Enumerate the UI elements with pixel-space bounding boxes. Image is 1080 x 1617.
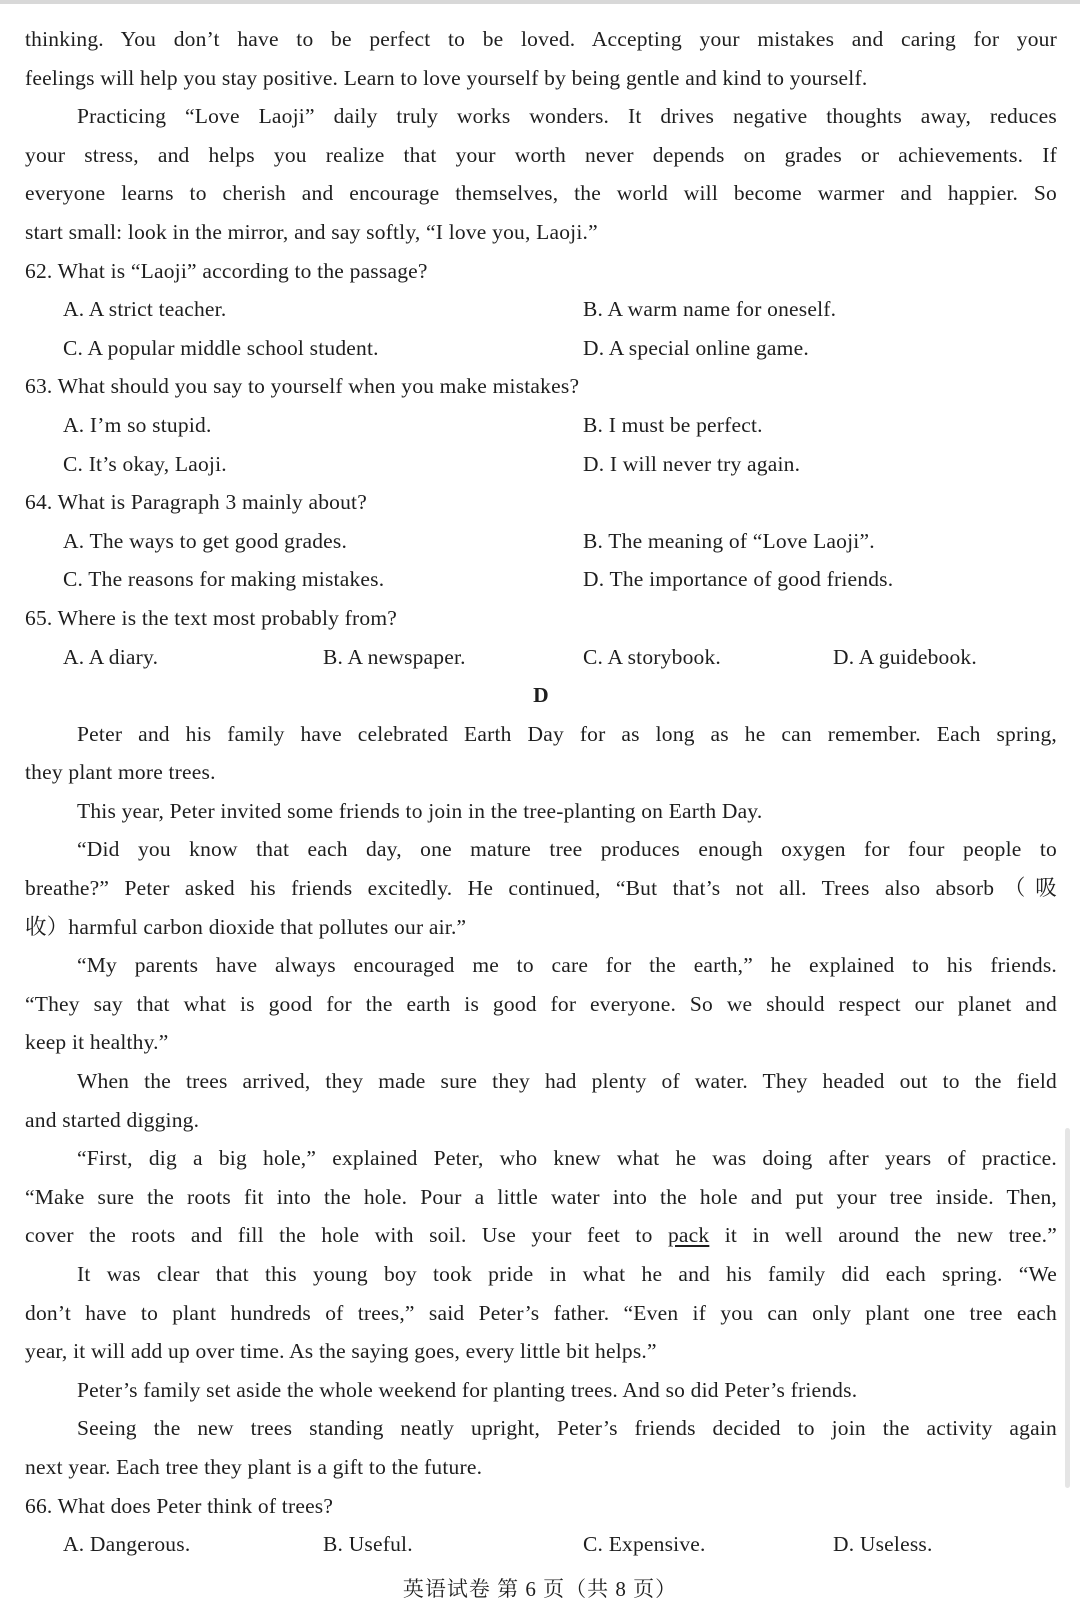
text-line: Peter and his family have celebrated Earth Day for as long as he can remember. Each spring, (77, 721, 1057, 746)
text-line: Practicing “Love Laoji” daily truly works wonders. It drives negative thoughts away, reduces (77, 104, 1057, 129)
text-line: and started digging. (25, 1107, 200, 1132)
scrollbar[interactable] (1065, 1128, 1070, 1488)
option-c: C. Expensive. (583, 1532, 706, 1557)
option-a: A. A diary. (63, 644, 159, 669)
top-edge (0, 0, 1080, 4)
text-line: everyone learns to cherish and encourage themselves, the world will become warmer and happier. So (25, 181, 1057, 206)
question-stem: 62. What is “Laoji” according to the passage? (25, 258, 428, 283)
text-segment: it in well around the new tree.” (709, 1223, 1057, 1248)
option-c: C. It’s okay, Laoji. (63, 451, 227, 476)
text-line: next year. Each tree they plant is a gift to the future. (25, 1454, 483, 1479)
text-line: 收）harmful carbon dioxide that pollutes our air.” (25, 914, 467, 939)
option-a: A. A strict teacher. (63, 297, 227, 322)
question-stem: 65. Where is the text most probably from? (25, 605, 398, 630)
text-line: “First, dig a big hole,” explained Peter, who knew what he was doing after years of practice. (77, 1146, 1057, 1171)
text-line: thinking. You don’t have to be perfect to be loved. Accepting your mistakes and caring for your (25, 27, 1057, 51)
question-66 (25, 1487, 1057, 1564)
exam-page (25, 20, 1057, 1564)
question-63 (25, 367, 1057, 483)
text-line: “Make sure the roots fit into the hole. Pour a little water into the hole and put your tree inside. Then, (25, 1184, 1057, 1209)
option-a: A. Dangerous. (63, 1532, 191, 1557)
text-segment: cover the roots and fill the hole with soil. Use your feet to (25, 1223, 668, 1248)
text-line (25, 1216, 1057, 1255)
text-line: “They say that what is good for the earth is good for everyone. So we should respect our planet and (25, 991, 1057, 1016)
page-footer: 英语试卷 第 6 页（共 8 页） (402, 1577, 678, 1601)
text-line: don’t have to plant hundreds of trees,” said Peter’s father. “Even if you can only plant one tree each (25, 1300, 1057, 1325)
option-d: D. A guidebook. (833, 644, 977, 669)
option-d: D. I will never try again. (583, 451, 801, 476)
text-line: feelings will help you stay positive. Learn to love yourself by being gentle and kind to yourself. (25, 65, 868, 90)
question-stem: 64. What is Paragraph 3 mainly about? (25, 490, 367, 515)
passage-d (25, 715, 1057, 1487)
question-62 (25, 252, 1057, 368)
option-b: B. A newspaper. (323, 644, 466, 669)
option-a: A. I’m so stupid. (63, 412, 212, 437)
text-line: Seeing the new trees standing neatly upright, Peter’s friends decided to join the activity again (77, 1416, 1057, 1441)
question-64 (25, 483, 1057, 599)
option-d: D. A special online game. (583, 335, 809, 360)
option-b: B. I must be perfect. (583, 412, 763, 437)
text-line: “My parents have always encouraged me to care for the earth,” he explained to his friends. (77, 953, 1057, 978)
text-line: your stress, and helps you realize that your worth never depends on grades or achievements. If (25, 142, 1057, 167)
question-stem: 63. What should you say to yourself when you make mistakes? (25, 374, 580, 399)
option-d: D. The importance of good friends. (583, 567, 894, 592)
option-c: C. The reasons for making mistakes. (63, 567, 385, 592)
option-c: C. A storybook. (583, 644, 721, 669)
option-b: B. The meaning of “Love Laoji”. (583, 528, 875, 553)
text-line: This year, Peter invited some friends to join in the tree-planting on Earth Day. (77, 798, 763, 823)
text-line: year, it will add up over time. As the saying goes, every little bit helps.” (25, 1339, 657, 1364)
section-heading-d: D (533, 683, 549, 708)
text-line: Peter’s family set aside the whole weekend for planting trees. And so did Peter’s friends. (77, 1377, 858, 1402)
option-d: D. Useless. (833, 1532, 933, 1557)
text-line: It was clear that this young boy took pride in what he and his family did each spring. “We (77, 1262, 1057, 1286)
text-line: they plant more trees. (25, 760, 216, 785)
text-line: When the trees arrived, they made sure they had plenty of water. They headed out to the field (77, 1069, 1057, 1094)
text-line: breathe?” Peter asked his friends excitedly. He continued, “But that’s not all. Trees also absorb（吸 (25, 876, 1057, 901)
passage-c-ending (25, 20, 1057, 252)
question-65 (25, 599, 1057, 676)
text-line: “Did you know that each day, one mature tree produces enough oxygen for four people to (77, 837, 1057, 862)
option-b: B. Useful. (323, 1532, 413, 1557)
option-a: A. The ways to get good grades. (63, 528, 348, 553)
text-line: start small: look in the mirror, and say softly, “I love you, Laoji.” (25, 219, 598, 244)
question-stem: 66. What does Peter think of trees? (25, 1493, 334, 1518)
text-line: keep it healthy.” (25, 1030, 169, 1055)
option-b: B. A warm name for oneself. (583, 297, 837, 322)
option-c: C. A popular middle school student. (63, 335, 379, 360)
underlined-word-pack: pack (667, 1223, 710, 1248)
